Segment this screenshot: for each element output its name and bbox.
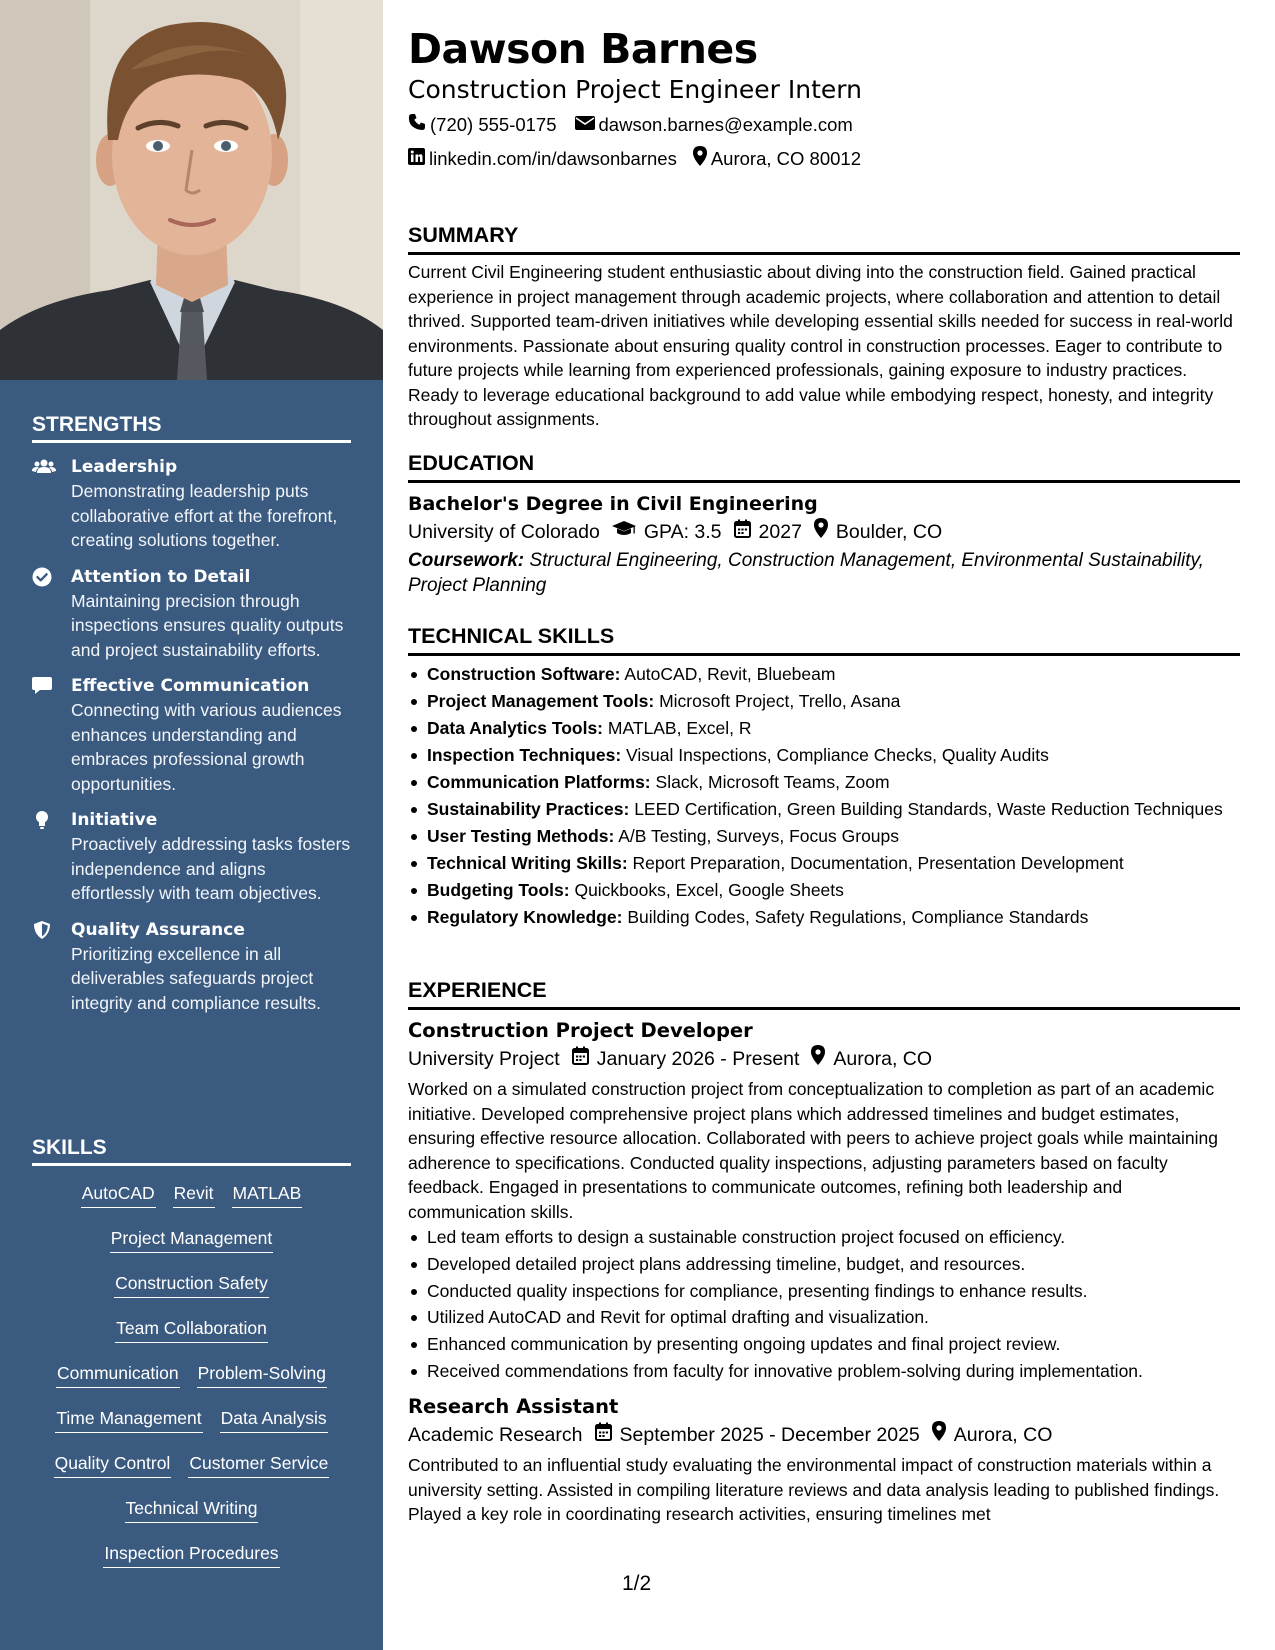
lightbulb-icon <box>32 810 54 830</box>
summary-section <box>408 222 1240 432</box>
phone-icon <box>408 113 430 137</box>
shield-icon <box>32 920 54 940</box>
strengths-section <box>32 413 351 1015</box>
skill-label: Inspection Techniques: <box>427 745 622 765</box>
job-meta <box>408 1421 1240 1449</box>
graduation-cap-icon <box>612 518 644 546</box>
list-item <box>408 878 1240 903</box>
skill-label: Communication Platforms: <box>427 772 651 792</box>
skill-label: Construction Software: <box>427 664 621 684</box>
skill-tag: Team Collaboration <box>115 1317 268 1343</box>
strength-title: Quality Assurance <box>71 919 245 940</box>
education-heading: EDUCATION <box>408 450 1240 483</box>
map-pin-icon <box>811 1045 833 1073</box>
skill-tag: AutoCAD <box>81 1182 156 1208</box>
list-item <box>408 851 1240 876</box>
skill-tag: MATLAB <box>232 1182 303 1208</box>
skill-label: User Testing Methods: <box>427 826 615 846</box>
skill-tag: Quality Control <box>54 1452 172 1478</box>
job-org: University Project <box>408 1048 560 1070</box>
email-contact[interactable] <box>575 113 853 137</box>
list-item <box>408 689 1240 714</box>
map-pin-icon <box>814 518 836 546</box>
skill-value: AutoCAD, Revit, Bluebeam <box>624 664 836 684</box>
map-pin-icon <box>932 1421 954 1449</box>
list-item: Utilized AutoCAD and Revit for optimal drafting and visualization. <box>408 1305 1240 1330</box>
skill-label: Project Management Tools: <box>427 691 655 711</box>
list-item: Developed detailed project plans addressing timeline, budget, and resources. <box>408 1252 1240 1277</box>
skill-tag: Project Management <box>110 1227 273 1253</box>
skills-section <box>32 1136 351 1579</box>
experience-section <box>408 977 1240 1527</box>
skill-tag: Customer Service <box>188 1452 329 1478</box>
skill-value: Quickbooks, Excel, Google Sheets <box>574 880 844 900</box>
page-number: 1/2 <box>622 1572 652 1595</box>
skill-label: Data Analytics Tools: <box>427 718 604 738</box>
map-pin-icon <box>693 146 711 172</box>
technical-skills-list <box>408 662 1240 930</box>
summary-text: Current Civil Engineering student enthusiastic about diving into the construction field. Gained practical experience in project management through academic projects, where collaboration and attention to detail thrived. Supported team-driven initiatives while developing essential skills needed for success in real-world environments. Passionate about ensuring quality control in construction processes. Eager to contribute to future projects while learning from experienced professionals, gaining exposure to industry practices. Ready to leverage educational background to add value while embodying respect, honesty, and integrity throughout assignments. <box>408 262 1233 429</box>
school-name: University of Colorado <box>408 521 600 543</box>
coursework-label: Coursework: <box>408 550 525 571</box>
list-item: Conducted quality inspections for compliance, presenting findings to enhance results. <box>408 1279 1240 1304</box>
list-item: Enhanced communication by presenting ongoing updates and final project review. <box>408 1332 1240 1357</box>
list-item <box>408 824 1240 849</box>
degree-title: Bachelor's Degree in Civil Engineering <box>408 493 818 515</box>
job-dates: September 2025 - December 2025 <box>619 1424 920 1447</box>
skill-value: Visual Inspections, Compliance Checks, Quality Audits <box>626 745 1049 765</box>
sidebar <box>0 0 383 1650</box>
phone-text: (720) 555-0175 <box>430 114 557 135</box>
list-item <box>408 716 1240 741</box>
list-item: Led team efforts to design a sustainable construction project focused on efficiency. <box>408 1225 1240 1250</box>
job-description: Contributed to an influential study evaluating the environmental impact of construction materials within a university setting. Assisted in compiling literature reviews and data analysis leading to published findings. Played a key role in coordinating research activities, ensuring timelines met <box>408 1455 1220 1525</box>
strength-item <box>32 565 351 663</box>
skill-tag: Construction Safety <box>114 1272 269 1298</box>
skill-value: LEED Certification, Green Building Standards, Waste Reduction Techniques <box>634 799 1223 819</box>
strength-item <box>32 455 351 553</box>
strength-item <box>32 808 351 906</box>
location-contact <box>693 146 861 172</box>
skill-value: Report Preparation, Documentation, Presentation Development <box>632 853 1124 873</box>
technical-skills-heading: TECHNICAL SKILLS <box>408 623 1240 656</box>
strength-title: Effective Communication <box>71 676 310 696</box>
list-item <box>408 662 1240 687</box>
coursework <box>408 549 1240 598</box>
skill-label: Budgeting Tools: <box>427 880 570 900</box>
skill-tag: Data Analysis <box>220 1407 328 1433</box>
list-item <box>408 770 1240 795</box>
job-entry <box>408 1017 1240 1383</box>
strength-desc: Maintaining precision through inspections ensures quality outputs and project sustainability efforts. <box>71 590 344 660</box>
summary-heading: SUMMARY <box>408 222 1240 255</box>
skill-tag: Revit <box>173 1182 215 1208</box>
strength-desc: Prioritizing excellence in all deliverables safeguards project integrity and compliance results. <box>71 943 321 1013</box>
skill-value: Slack, Microsoft Teams, Zoom <box>655 772 890 792</box>
list-item <box>408 743 1240 768</box>
contact-line <box>408 113 853 137</box>
list-item: Received commendations from faculty for innovative problem-solving during implementation. <box>408 1359 1240 1384</box>
education-section <box>408 450 1240 598</box>
job-dates: January 2026 - Present <box>596 1048 800 1070</box>
phone-contact[interactable] <box>408 113 557 137</box>
envelope-icon <box>575 113 599 137</box>
job-title: Research Assistant <box>408 1395 619 1419</box>
skill-tag: Inspection Procedures <box>103 1542 279 1568</box>
email-text: dawson.barnes@example.com <box>598 114 853 135</box>
contact-line <box>408 146 861 172</box>
calendar-icon <box>734 518 759 546</box>
skill-label: Sustainability Practices: <box>427 799 630 819</box>
experience-heading: EXPERIENCE <box>408 977 1240 1010</box>
school-location: Boulder, CO <box>835 521 943 543</box>
coursework-text: Structural Engineering, Construction Management, Environmental Sustainability, Project Planning <box>408 550 1204 596</box>
job-entry <box>408 1393 1240 1527</box>
linkedin-contact[interactable] <box>408 147 677 171</box>
skill-tag: Problem-Solving <box>197 1362 327 1388</box>
job-org: Academic Research <box>408 1424 583 1447</box>
profile-photo <box>0 0 383 380</box>
job-bullets <box>408 1225 1240 1383</box>
comment-icon <box>32 676 54 696</box>
skill-label: Regulatory Knowledge: <box>427 907 623 927</box>
users-icon <box>32 457 54 477</box>
skills-heading: SKILLS <box>32 1136 351 1166</box>
graduation-year: 2027 <box>758 521 802 543</box>
check-circle-icon <box>32 567 54 587</box>
skill-tag: Communication <box>56 1362 180 1388</box>
education-meta <box>408 518 1240 546</box>
skill-tag: Technical Writing <box>125 1497 259 1523</box>
job-location: Aurora, CO <box>953 1424 1053 1447</box>
strength-title: Leadership <box>71 457 178 477</box>
technical-skills-section <box>408 623 1240 932</box>
skill-tag: Time Management <box>55 1407 202 1433</box>
skill-value: Microsoft Project, Trello, Asana <box>659 691 901 711</box>
strength-desc: Connecting with various audiences enhances understanding and embraces professional growth opportunities. <box>71 700 342 794</box>
location-text: Aurora, CO 80012 <box>710 148 861 169</box>
strengths-heading: STRENGTHS <box>32 413 351 443</box>
skills-list <box>32 1174 351 1579</box>
skill-value: Building Codes, Safety Regulations, Compliance Standards <box>627 907 1089 927</box>
skill-value: MATLAB, Excel, R <box>607 718 752 738</box>
list-item <box>408 905 1240 930</box>
strength-desc: Proactively addressing tasks fosters independence and aligns effortlessly with team objectives. <box>71 834 351 903</box>
linkedin-text: linkedin.com/in/dawsonbarnes <box>429 148 677 169</box>
strength-item <box>32 918 351 1016</box>
job-meta <box>408 1045 1240 1073</box>
linkedin-icon <box>408 147 429 171</box>
job-location: Aurora, CO <box>833 1048 933 1070</box>
skill-label: Technical Writing Skills: <box>427 853 628 873</box>
strength-item <box>32 674 351 796</box>
skill-value: A/B Testing, Surveys, Focus Groups <box>618 826 900 846</box>
candidate-title: Construction Project Engineer Intern <box>408 75 862 104</box>
strength-desc: Demonstrating leadership puts collaborative effort at the forefront, creating solutions together. <box>71 481 338 550</box>
job-title: Construction Project Developer <box>408 1019 753 1042</box>
list-item <box>408 797 1240 822</box>
strength-title: Initiative <box>71 810 158 830</box>
candidate-name: Dawson Barnes <box>408 25 758 73</box>
strength-title: Attention to Detail <box>71 566 251 587</box>
job-description: Worked on a simulated construction project from conceptualization to completion as part of an academic initiative. Developed comprehensive project plans which addressed timelines and budget estimates, ensuring effective resource allocation. Collaborated with peers to achieve project goals while maintaining adherence to specifications. Conducted quality inspections, adjusting parameters based on faculty feedback. Engaged in presentations to communicate outcomes, refining both leadership and communication skills. <box>408 1079 1218 1222</box>
gpa-text: GPA: 3.5 <box>643 521 722 543</box>
calendar-icon <box>572 1045 597 1073</box>
calendar-icon <box>595 1421 620 1449</box>
